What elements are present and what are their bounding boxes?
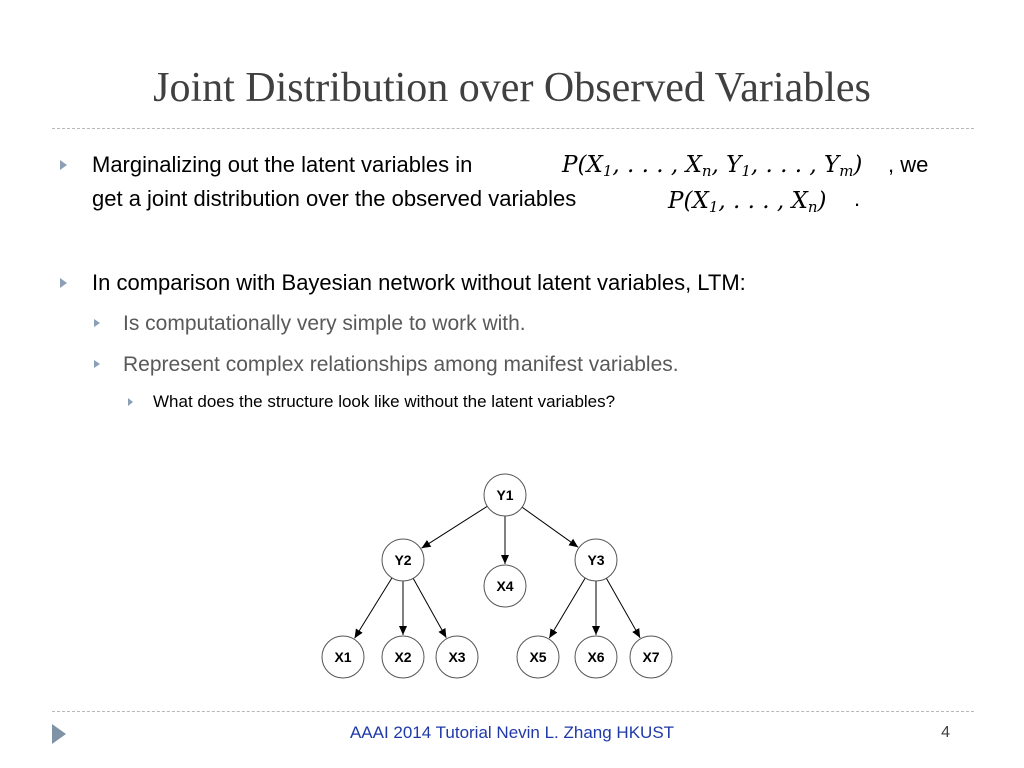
page-number: 4 — [941, 724, 950, 741]
latent-tree-diagram — [300, 460, 700, 690]
edge-y1-y3 — [522, 507, 578, 547]
slide-title: Joint Distribution over Observed Variables — [153, 65, 871, 111]
node-x5 — [517, 636, 559, 678]
bullet-2-sub-2: Represent complex relationships among manifest variables. — [123, 353, 679, 376]
joint-all-formula: $P(X_1$, . . . , $X_n$, $Y_1$, . . . , $Y_m$) — [562, 152, 863, 180]
bullet-2: In comparison with Bayesian network without latent variables, LTM: — [92, 270, 746, 295]
joint-observed-formula: $P(X_1$, . . . , $X_n$) — [668, 188, 827, 216]
bullet-1-line-2: get a joint distribution over the observed variables — [92, 186, 577, 211]
edge-y3-x7 — [606, 578, 640, 638]
edge-y3-x5 — [549, 578, 585, 638]
node-x6 — [575, 636, 617, 678]
node-label: X5 — [529, 649, 547, 665]
node-label: Y2 — [394, 552, 412, 568]
node-label: X4 — [496, 578, 514, 594]
bullet-2-sub-2-sub-1: What does the structure look like without the latent variables? — [153, 392, 616, 411]
node-x7 — [630, 636, 672, 678]
node-label: X3 — [448, 649, 466, 665]
sub-sub-bullet-arrow-icon — [128, 398, 133, 406]
bullet-1-line-2-tail: . — [854, 186, 861, 211]
node-label: Y1 — [496, 487, 514, 503]
node-x1 — [322, 636, 364, 678]
edge-y2-x1 — [355, 578, 392, 638]
edge-y1-y2 — [422, 506, 488, 548]
node-label: X6 — [587, 649, 605, 665]
node-y3 — [575, 539, 617, 581]
sub-bullet-arrow-icon — [94, 360, 100, 368]
edge-y2-x3 — [413, 578, 446, 637]
node-label: X7 — [642, 649, 660, 665]
bottom-divider — [52, 711, 974, 712]
top-divider — [52, 128, 974, 129]
node-x2 — [382, 636, 424, 678]
node-y1 — [484, 474, 526, 516]
bullet-arrow-icon — [60, 278, 67, 288]
sub-bullet-arrow-icon — [94, 319, 100, 327]
node-label: X2 — [394, 649, 412, 665]
node-x4 — [484, 565, 526, 607]
footer-text: AAAI 2014 Tutorial Nevin L. Zhang HKUST — [349, 723, 675, 742]
node-label: X1 — [334, 649, 352, 665]
bullet-arrow-icon — [60, 160, 67, 170]
bullet-1-line-1-tail: , we — [888, 152, 929, 177]
node-y2 — [382, 539, 424, 581]
node-label: Y3 — [587, 552, 605, 568]
node-x3 — [436, 636, 478, 678]
bullet-2-sub-1: Is computationally very simple to work with. — [123, 312, 526, 335]
bullet-1-line-1: Marginalizing out the latent variables in — [92, 152, 473, 177]
